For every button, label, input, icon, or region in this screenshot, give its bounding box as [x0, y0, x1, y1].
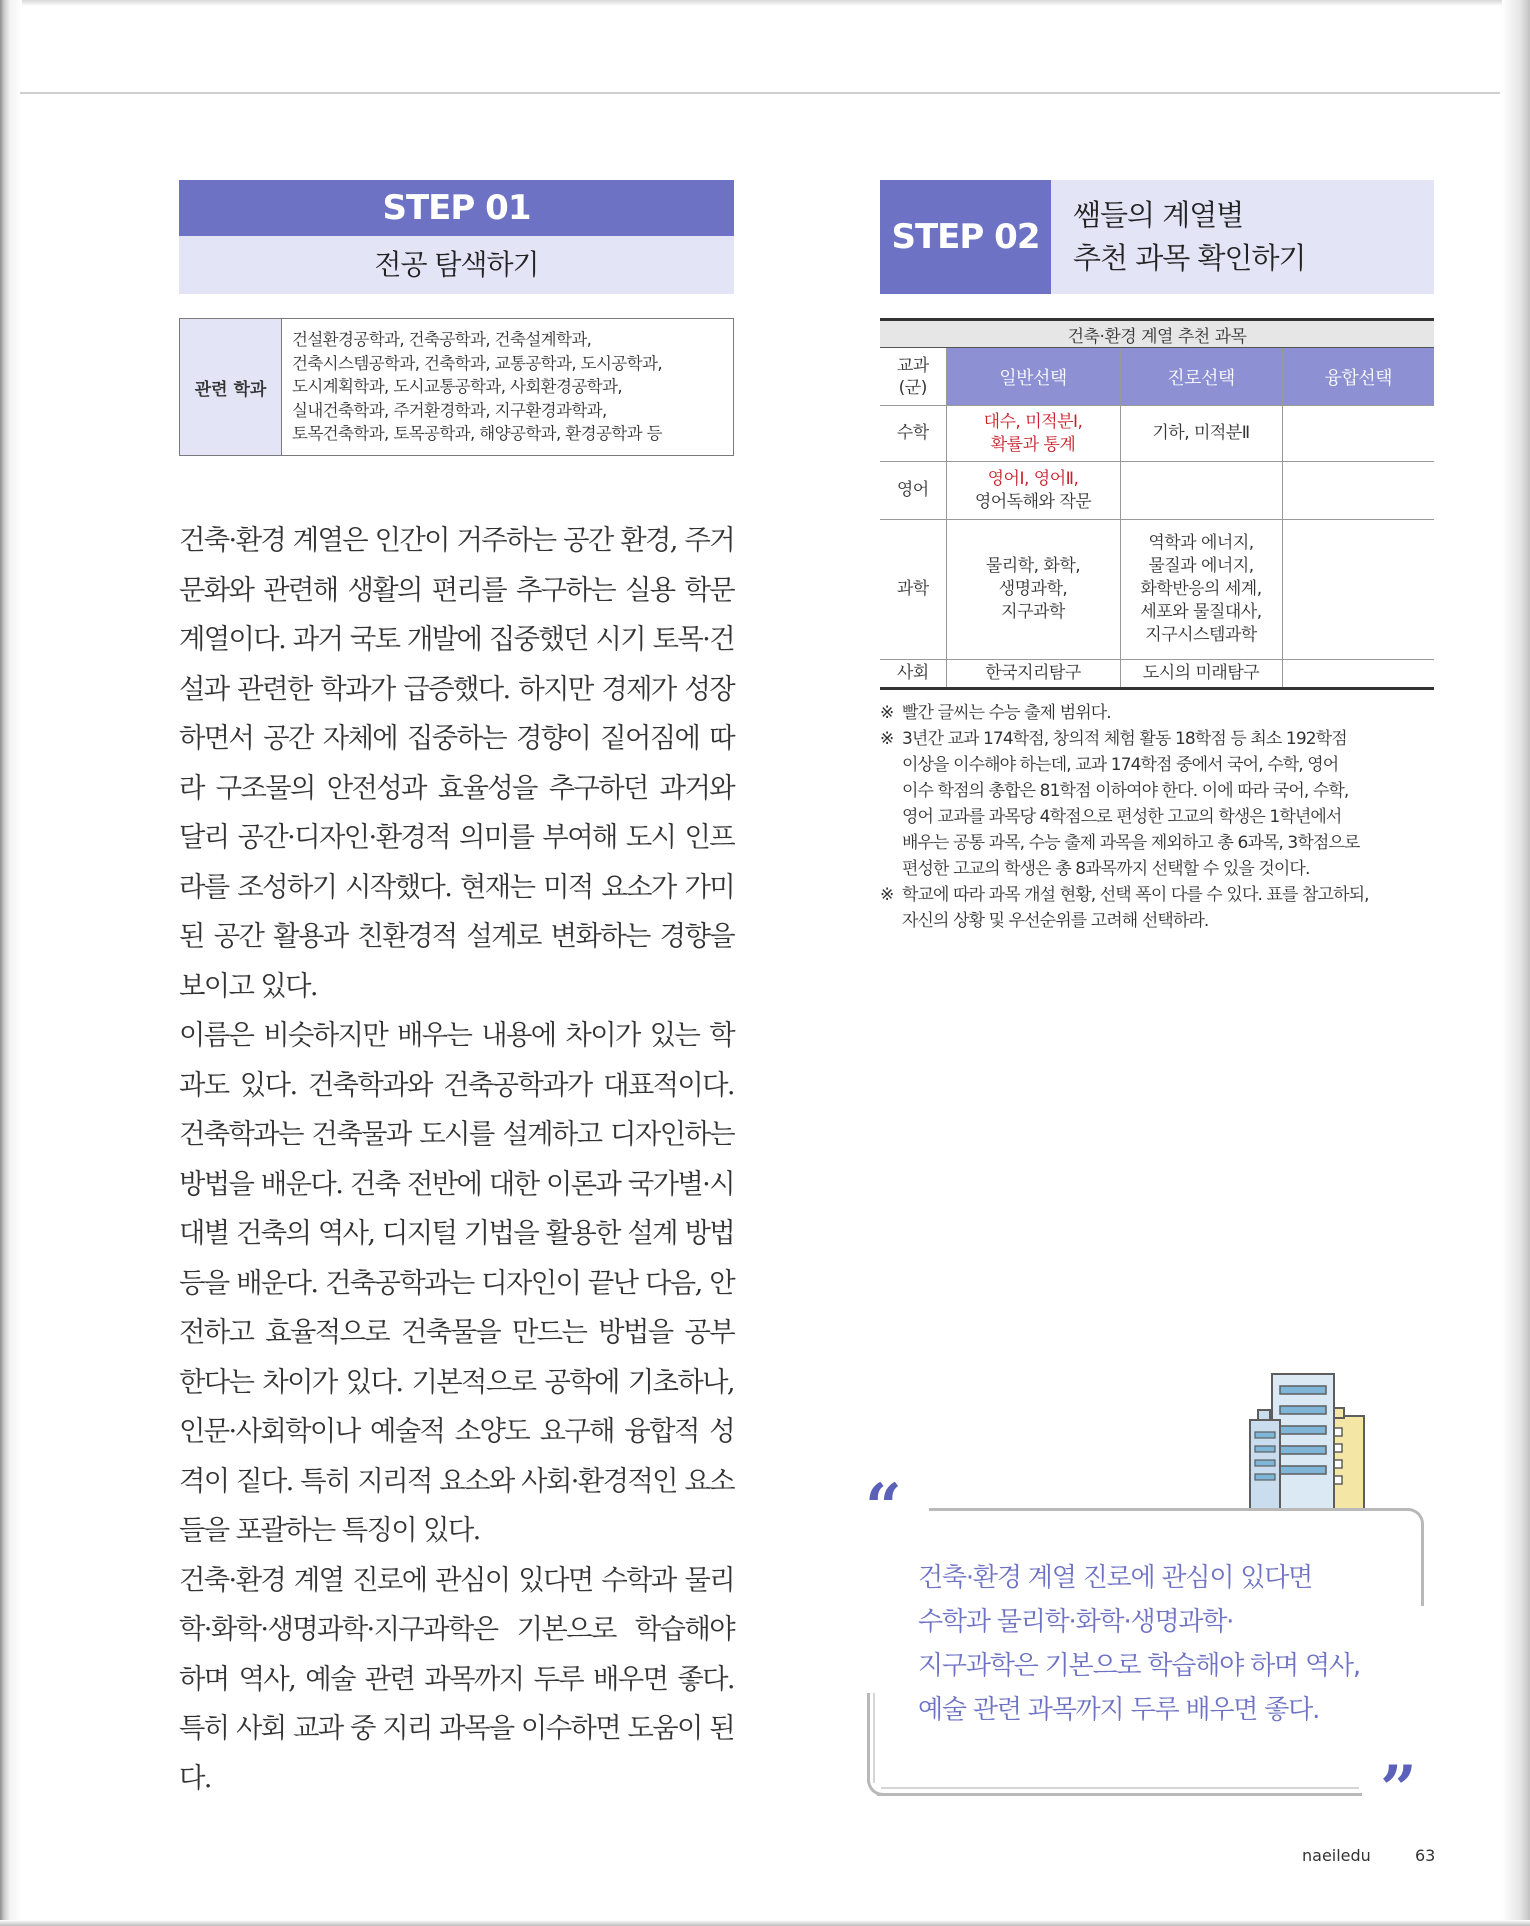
cell-fusion: [1282, 520, 1434, 660]
book-spine-shadow: [0, 0, 22, 1926]
table-row: [880, 462, 1434, 520]
cell-career: [1120, 462, 1282, 520]
cell-line: 화학반응의 세계,: [1140, 579, 1262, 599]
note-text: 빨간 글씨는 수능 출제 범위다.: [902, 703, 1111, 723]
step1-tag: STEP 01: [179, 180, 734, 236]
note-mark: ※: [880, 703, 894, 723]
cell-line: 영어Ⅰ, 영어Ⅱ,: [987, 468, 1079, 489]
column-header-subject: [880, 348, 946, 406]
related-departments-box: [179, 318, 734, 456]
column-header-general: 일반선택: [946, 348, 1120, 406]
note-item: [880, 882, 1440, 934]
cell-line: (군): [898, 377, 927, 398]
column-header-career: 진로선택: [1120, 348, 1282, 406]
frame-line: [881, 1787, 1359, 1789]
note-mark: ※: [880, 729, 894, 749]
cell-general: [946, 406, 1120, 462]
column-header-fusion: 융합선택: [1282, 348, 1434, 406]
cell-subject: 사회: [880, 660, 946, 689]
cell-subject: 수학: [880, 406, 946, 462]
step2-title: 쌤들의 계열별 추천 과목 확인하기: [1051, 180, 1434, 294]
frame-line: [929, 1508, 1409, 1511]
header-rule: [20, 92, 1500, 94]
page-edge: [0, 1920, 1530, 1926]
related-departments-label: 관련 학과: [180, 319, 282, 455]
step1-header: [179, 180, 734, 294]
note-text: 3년간 교과 174학점, 창의적 체험 활동 18학점 등 최소 192학점 이상을 이수해야 하는데, 교과 174학점 중에서 국어, 수학, 영어 이수 학점의 총합은 81학점 이하여야 한다. 이에 따라 국어, 수학, 영어 교과를 과목당 4학점으로 편성한 고교의 학생은 1학년에서 배우는 공통 과목, 수능 출제 과목을 제외하고 총 6과목, 3학점으로 편성한 고교의 학생은 총 8과목까지 선택할 수 있을 것이다.: [902, 729, 1360, 879]
body-paragraph: 이름은 비슷하지만 배우는 내용에 차이가 있는 학과도 있다. 건축학과와 건축공학과가 대표적이다. 건축학과는 건축물과 도시를 설계하고 디자인하는 방법을 배운다. 건축 전반에 대한 이론과 국가별·시대별 건축의 역사, 디지털 기법을 활용한 설계 방법 등을 배운다. 건축공학과는 디자인이 끝난 다음, 안전하고 효율적으로 건축물을 만드는 방법을 공부한다는 차이가 있다. 기본적으로 공학에 기초하나, 인문·사회학이나 예술적 소양도 요구해 융합적 성격이 짙다. 특히 지리적 요소와 사회·환경적인 요소들을 포괄하는 특징이 있다.: [179, 1020, 734, 1546]
note-text: 학교에 따라 과목 개설 현황, 선택 폭이 다를 수 있다. 표를 참고하되, 자신의 상황 및 우선순위를 고려해 선택하라.: [902, 885, 1369, 931]
quote-open-icon: “: [865, 1470, 896, 1545]
table-row: [880, 660, 1434, 689]
cell-career: [1120, 660, 1282, 689]
cell-fusion: [1282, 462, 1434, 520]
cell-line: 확률과 통계: [990, 434, 1076, 455]
cell-line: 도시의 미래탐구: [1142, 663, 1260, 683]
cell-line: 물리학, 화학,: [985, 556, 1081, 576]
note-mark: ※: [880, 885, 894, 905]
cell-subject: 과학: [880, 520, 946, 660]
table-notes: [880, 700, 1440, 934]
cell-line: 지구시스템과학: [1145, 625, 1257, 645]
cell-line: 기하, 미적분Ⅱ: [1152, 423, 1250, 443]
frame-line: [867, 1693, 870, 1783]
note-item: [880, 700, 1440, 726]
body-paragraph: 건축·환경 계열 진로에 관심이 있다면 수학과 물리학·화학·생명과학·지구과학은 기본으로 학습해야 하며 역사, 예술 관련 과목까지 두루 배우면 좋다. 특히 사회 교과 중 지리 과목을 이수하면 도움이 된다.: [179, 1564, 734, 1794]
frame-corner: [1404, 1508, 1424, 1528]
cell-line: 생명과학,: [998, 579, 1068, 599]
cell-line: 한국지리탐구: [985, 663, 1081, 683]
frame-line: [1421, 1526, 1424, 1606]
footer-brand: naeiledu: [1302, 1846, 1371, 1865]
table-title: 건축·환경 계열 추천 과목: [880, 320, 1434, 348]
buildings-illustration: [1248, 1372, 1398, 1512]
cell-general: [946, 660, 1120, 689]
step2-header: [880, 180, 1434, 294]
cell-line: 지구과학: [1001, 602, 1065, 622]
cell-general: [946, 520, 1120, 660]
table-row: [880, 406, 1434, 462]
note-item: [880, 726, 1440, 882]
cell-line: 역학과 에너지,: [1148, 533, 1254, 553]
quote-close-icon: ”: [1380, 1752, 1411, 1827]
cell-line: 영어독해와 작문: [974, 491, 1092, 512]
cell-line: 물질과 에너지,: [1148, 556, 1254, 576]
step1-title: 전공 탐색하기: [179, 236, 734, 294]
frame-line: [873, 1693, 875, 1783]
cell-subject: 영어: [880, 462, 946, 520]
cell-line: 대수, 미적분Ⅰ,: [983, 411, 1083, 432]
cell-fusion: [1282, 660, 1434, 689]
body-paragraph: 건축·환경 계열은 인간이 거주하는 공간 환경, 주거 문화와 관련해 생활의 편리를 추구하는 실용 학문 계열이다. 과거 국토 개발에 집중했던 시기 토목·건설과 관련한 학과가 급증했다. 하지만 경제가 성장하면서 공간 자체에 집중하는 경향이 짙어짐에 따라 구조물의 안전성과 효율성을 추구하던 과거와 달리 공간·디자인·환경적 의미를 부여해 도시 인프라를 조성하기 시작했다. 현재는 미적 요소가 가미된 공간 활용과 친환경적 설계로 변화하는 경향을 보이고 있다.: [179, 525, 734, 1002]
cell-career: [1120, 406, 1282, 462]
recommended-subjects-table: [880, 318, 1434, 690]
frame-line: [877, 1793, 1362, 1796]
page-edge: [1502, 0, 1530, 1926]
table-row: [880, 520, 1434, 660]
related-departments-list: 건설환경공학과, 건축공학과, 건축설계학과, 건축시스템공학과, 건축학과, 교통공학과, 도시공학과, 도시계획학과, 도시교통공학과, 사회환경공학과, 실내건축학과, 주거환경학과, 지구환경과학과, 토목건축학과, 토목공학과, 해양공학과, 환경공학과 등: [292, 330, 662, 443]
cell-career: [1120, 520, 1282, 660]
step2-tag: STEP 02: [880, 180, 1051, 294]
page-number: 63: [1415, 1846, 1436, 1865]
page-edge: [0, 0, 1530, 6]
body-text: [179, 516, 734, 1803]
cell-line: 교과: [896, 355, 929, 376]
cell-fusion: [1282, 406, 1434, 462]
cell-line: 세포와 물질대사,: [1140, 602, 1262, 622]
pull-quote-text: 건축·환경 계열 진로에 관심이 있다면 수학과 물리학·화학·생명과학· 지구과학은 기본으로 학습해야 하며 역사, 예술 관련 과목까지 두루 배우면 좋다.: [918, 1563, 1360, 1725]
cell-general: [946, 462, 1120, 520]
